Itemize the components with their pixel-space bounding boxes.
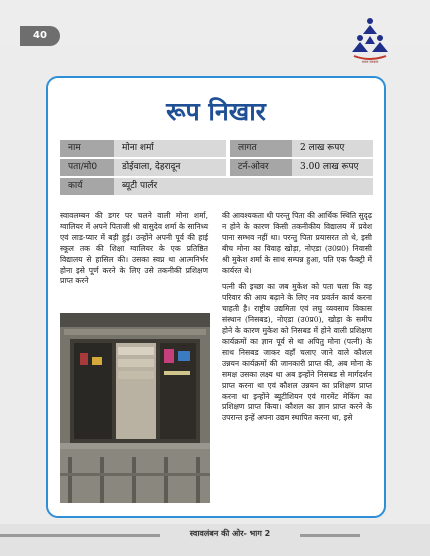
footer-title: स्वावलंबन की ओर- भाग 2 [160,528,300,539]
page-number-badge: 40 [20,26,60,46]
name-value: मोना शर्मा [114,140,226,157]
body-paragraph: की आवश्यकता थी परन्तु पिता की आर्थिक स्थिति सुदृढ़ न होने के कारण किसी तकनीकीय विद्यालय में प्रवेश पाना सम्भव नहीं था। परन्तु पिता प्रयासरत तो थे, इसी बीच मोना का विवाह खोड़ा, नोएडा (उ0प्र0) निवासी श्री मुकेश शर्मा के साथ सम्पन्न हुआ, पति एक फैक्ट्री में कार्यरत थे। [222,211,372,275]
turnover-value: 3.00 लाख रूपए [292,159,373,176]
turnover-label: टर्न-ओवर [230,159,292,176]
info-row [60,140,373,157]
msme-logo-icon [348,16,392,64]
address-value: डोईवाला, देहरादून [114,159,226,176]
work-label: कार्य [60,178,114,195]
cost-value: 2 लाख रूपए [292,140,373,157]
body-paragraph: स्वावलम्बन की डगर पर चलने वाली मोना शर्मा, ग्वालियर में अपने पिताजी श्री वासुदेव शर्मा के सानिध्य एवं लाड-प्यार में बड़ी हुई। उन्होंने अपनी पूर्व की हाई स्कूल तक की शिक्षा ग्वालियर के एक प्रतिष्ठित विद्यालय से हासिल की। उसका स्वप्न था आत्मनिर्भर होना इसे पूर्ण करने के लिए उसे तकनीकी प्रशिक्षण प्राप्त करने [60,211,208,286]
shop-photo-image [60,313,210,503]
cost-label: लागत [230,140,292,157]
work-value: ब्यूटी पार्लर [114,178,373,195]
body-paragraph: पत्नी की इच्छा का जब मुकेश को पता चला कि वह परिवार की आय बढ़ाने के लिए नव प्रवर्तन कार्य करना चाहती है। राष्ट्रीय उद्यमिता एवं लघु व्यवसाय विकास संस्थान (निसबड), नोएडा (उ0प्र0), खोड़ा के समीप होने के कारण मुकेश को निसबड में होने वाली प्रशिक्षण कार्यक्रमों का ज्ञान पूर्व से था अपितु मोना (पत्नी) के साथ निसबड जाकर वहाँ चलाए जाने वाले कौशल उन्नयन कार्यक्रमों की जानकारी प्राप्त की, अब मोना के समक्ष उसका लक्ष्य था अब इन्होंने निसबड से मार्गदर्शन प्राप्त करना था एवं कौशल उन्नयन का प्रशिक्षण प्राप्त करना था इन्होंने ब्यूटीशियन एवं गारमेंट मेकिंग का प्रशिक्षण प्राप्त किया। कौशल का ज्ञान प्राप्त करने के उपरान्त इन्हें अपना उद्यम स्थापित करना था, इसे [222,282,372,423]
right-column [222,211,372,430]
info-row [60,159,373,176]
logo-caption: भारत सरकार [361,60,379,64]
shop-photo [60,313,210,503]
info-table [60,140,373,197]
page-title: रूप निखार [166,97,266,126]
left-column [60,211,208,293]
name-label: नाम [60,140,114,157]
address-label: पता/मो0 [60,159,114,176]
info-row [60,178,373,195]
content-panel [46,76,386,518]
